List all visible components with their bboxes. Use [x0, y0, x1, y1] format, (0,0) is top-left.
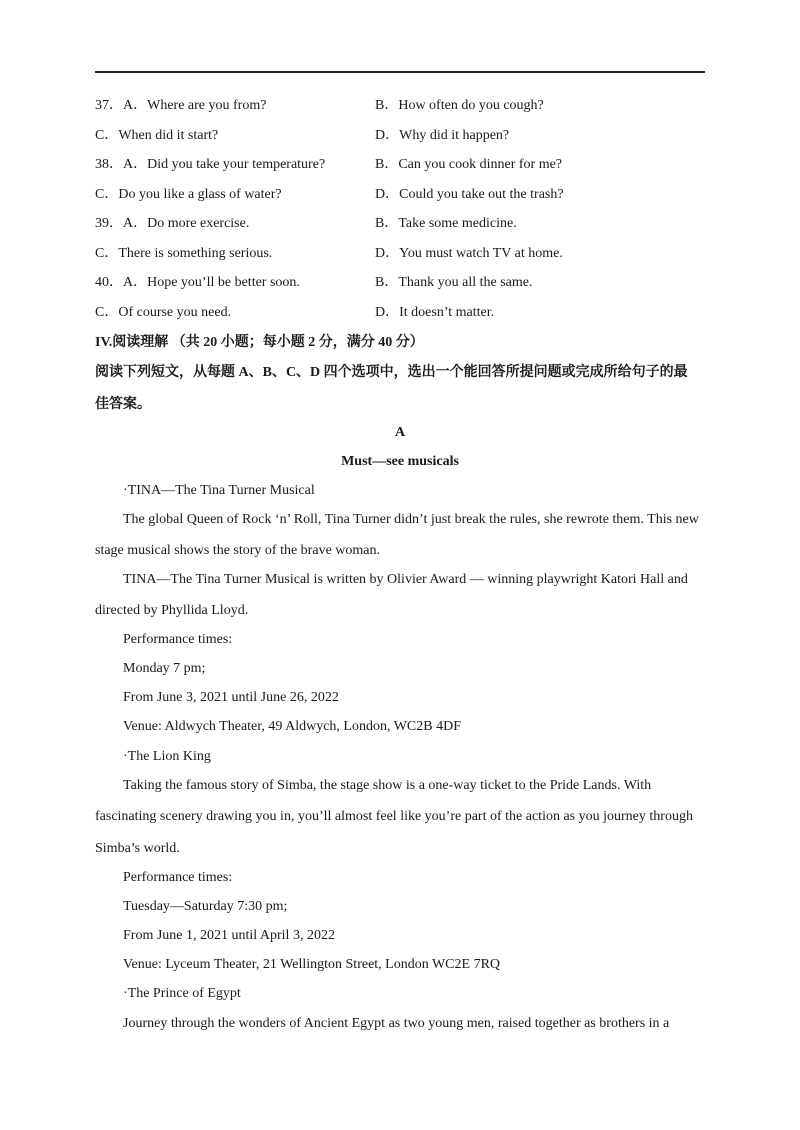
question-38-option-d: D．Could you take out the trash? — [375, 187, 564, 202]
lion-king-performance-label: Performance times: — [123, 870, 233, 885]
passage-title: Must—see musicals — [341, 454, 459, 469]
lion-king-performance-time: Tuesday—Saturday 7:30 pm; — [123, 899, 288, 914]
question-40-row-1 — [95, 272, 715, 294]
question-40-option-a — [95, 272, 300, 294]
lion-king-paragraph-line-1: Taking the famous story of Simba, the stage show is a one-way ticket to the Pride Lands. With — [123, 778, 652, 793]
section-instruction-line-1: 阅读下列短文，从每题 A、B、C、D 四个选项中，选出一个能回答所提问题或完成所给句子的最 — [95, 365, 688, 380]
question-37-option-c: C．When did it start? — [95, 128, 219, 143]
question-40-row-2 — [95, 302, 715, 324]
question-38-row-1 — [95, 154, 715, 176]
question-38-option-a — [95, 154, 325, 176]
tina-venue: Venue: Aldwych Theater, 49 Aldwych, London, WC2B 4DF — [123, 719, 461, 734]
question-37-option-a — [95, 95, 266, 117]
question-38-row-2 — [95, 184, 715, 206]
prince-of-egypt-title: ·The Prince of Egypt — [123, 986, 241, 1001]
tina-title: ·TINA—The Tina Turner Musical — [123, 483, 315, 498]
question-37-option-d: D．Why did it happen? — [375, 128, 510, 143]
question-39-row-2 — [95, 243, 715, 265]
header-rule — [95, 71, 705, 73]
question-number: 38． — [95, 157, 123, 172]
lion-king-paragraph-line-2: fascinating scenery drawing you in, you’ll almost feel like you’re part of the action as you journey through — [95, 809, 693, 824]
tina-performance-label: Performance times: — [123, 632, 233, 647]
question-37-row-2 — [95, 125, 715, 147]
question-38-option-c: C．Do you like a glass of water? — [95, 187, 282, 202]
question-39-option-b: B．Take some medicine. — [375, 216, 517, 231]
question-39-option-c: C．There is something serious. — [95, 246, 273, 261]
option-text: A．Where are you from? — [123, 98, 267, 113]
question-38-option-b: B．Can you cook dinner for me? — [375, 157, 563, 172]
section-heading: IV.阅读理解 （共 20 小题；每小题 2 分，满分 40 分） — [95, 335, 424, 350]
lion-king-dates: From June 1, 2021 until April 3, 2022 — [123, 928, 335, 943]
tina-performance-time: Monday 7 pm; — [123, 661, 206, 676]
question-number: 40． — [95, 275, 123, 290]
tina-paragraph-1-line-2: stage musical shows the story of the brave woman. — [95, 543, 380, 558]
question-number: 39． — [95, 216, 123, 231]
question-40-option-c: C．Of course you need. — [95, 305, 232, 320]
prince-of-egypt-paragraph-line-1: Journey through the wonders of Ancient Egypt as two young men, raised together as brothers in a — [123, 1016, 670, 1031]
question-40-option-d: D．It doesn’t matter. — [375, 305, 495, 320]
option-text: A．Do more exercise. — [123, 216, 250, 231]
question-40-option-b: B．Thank you all the same. — [375, 275, 533, 290]
option-text: A．Hope you’ll be better soon. — [123, 275, 300, 290]
question-39-row-1 — [95, 213, 715, 235]
question-37-row-1 — [95, 95, 715, 117]
tina-paragraph-2-line-1: TINA—The Tina Turner Musical is written by Olivier Award — winning playwright Katori Hall and — [123, 572, 688, 587]
option-text: A．Did you take your temperature? — [123, 157, 326, 172]
lion-king-paragraph-line-3: Simba’s world. — [95, 841, 180, 856]
question-39-option-d: D．You must watch TV at home. — [375, 246, 563, 261]
passage-letter: A — [394, 425, 406, 440]
tina-paragraph-2-line-2: directed by Phyllida Lloyd. — [95, 603, 249, 618]
section-instruction-line-2: 佳答案。 — [95, 397, 151, 412]
tina-dates: From June 3, 2021 until June 26, 2022 — [123, 690, 339, 705]
tina-paragraph-1-line-1: The global Queen of Rock ‘n’ Roll, Tina Turner didn’t just break the rules, she rewrote them. This new — [123, 512, 699, 527]
lion-king-venue: Venue: Lyceum Theater, 21 Wellington Street, London WC2E 7RQ — [123, 957, 501, 972]
lion-king-title: ·The Lion King — [123, 749, 211, 764]
question-39-option-a — [95, 213, 249, 235]
question-37-option-b: B．How often do you cough? — [375, 98, 544, 113]
question-number: 37． — [95, 98, 123, 113]
